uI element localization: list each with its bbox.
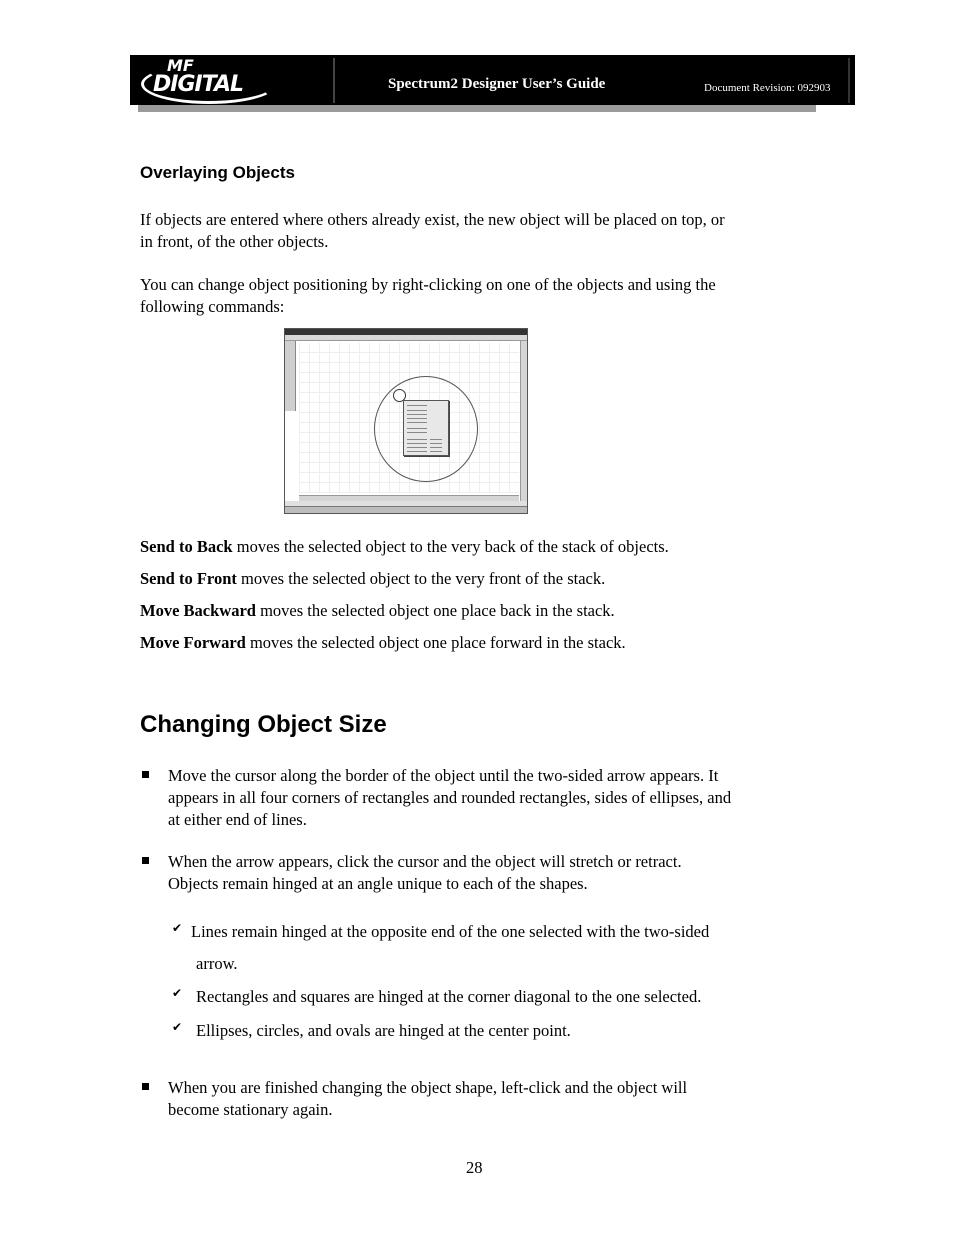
figure-canvas	[299, 343, 519, 493]
command-desc: moves the selected object to the very back of the stack of objects.	[232, 537, 669, 556]
command-desc: moves the selected object one place forward in the stack.	[245, 633, 626, 652]
header-shadow-bar	[138, 104, 816, 112]
bullet-arrow-appears	[168, 851, 818, 895]
designer-screenshot-figure	[284, 328, 528, 514]
command-send-to-back	[140, 536, 820, 558]
paragraph-overlay-intro	[140, 209, 820, 253]
figure-vertical-scrollbar	[520, 341, 527, 501]
text-line: become stationary again.	[168, 1100, 333, 1119]
paragraph-positioning	[140, 274, 820, 318]
text-line: in front, of the other objects.	[140, 232, 329, 251]
figure-context-menu	[403, 400, 449, 456]
command-desc: moves the selected object to the very front of the stack.	[236, 569, 606, 588]
command-term: Send to Front	[140, 569, 237, 588]
bullet-finished-changing	[168, 1077, 818, 1121]
check-ellipses-hinged: Ellipses, circles, and ovals are hinged at the center point.	[196, 1021, 571, 1040]
text-line: You can change object positioning by right-clicking on one of the objects and using the	[140, 275, 716, 294]
checkmark-icon: ✔	[172, 921, 183, 935]
text-line: If objects are entered where others already exist, the new object will be placed on top, or	[140, 210, 725, 229]
square-bullet-icon	[142, 771, 149, 778]
checkmark-icon: ✔	[172, 1020, 183, 1034]
command-move-forward	[140, 632, 820, 654]
figure-toolbar	[285, 341, 296, 411]
header-divider	[848, 58, 850, 103]
check-rectangles-hinged: Rectangles and squares are hinged at the corner diagonal to the one selected.	[196, 987, 702, 1006]
check-lines-hinged-cont: arrow.	[196, 954, 238, 973]
mf-digital-logo	[133, 58, 335, 103]
command-desc: moves the selected object one place back in the stack.	[255, 601, 615, 620]
bullet-move-cursor	[168, 765, 818, 831]
page-number: 28	[466, 1158, 483, 1177]
figure-menubar	[285, 335, 527, 341]
text-line: appears in all four corners of rectangles and rounded rectangles, sides of ellipses, and	[168, 788, 732, 807]
command-term: Move Forward	[140, 633, 246, 652]
document-title: Spectrum2 Designer User’s Guide	[388, 76, 606, 92]
figure-taskbar	[285, 506, 527, 514]
command-move-backward	[140, 600, 820, 622]
square-bullet-icon	[142, 857, 149, 864]
logo-digital-text: DIGITAL	[153, 72, 244, 97]
logo-mf-text: MF	[167, 56, 194, 75]
text-line: at either end of lines.	[168, 810, 307, 829]
text-line: Objects remain hinged at an angle unique to each of the shapes.	[168, 874, 588, 893]
text-line: following commands:	[140, 297, 285, 316]
square-bullet-icon	[142, 1083, 149, 1090]
command-term: Move Backward	[140, 601, 256, 620]
text-line: When the arrow appears, click the cursor and the object will stretch or retract.	[168, 852, 682, 871]
text-line: Move the cursor along the border of the object until the two-sided arrow appears. It	[168, 766, 719, 785]
command-term: Send to Back	[140, 537, 233, 556]
command-send-to-front	[140, 568, 820, 590]
text-line: When you are finished changing the object shape, left-click and the object will	[168, 1078, 688, 1097]
document-revision: Document Revision: 092903	[704, 82, 831, 94]
section-heading-changing-size: Changing Object Size	[140, 711, 387, 738]
check-lines-hinged: Lines remain hinged at the opposite end of the one selected with the two-sided	[191, 922, 710, 941]
checkmark-icon: ✔	[172, 986, 183, 1000]
section-heading-overlaying: Overlaying Objects	[140, 163, 295, 182]
